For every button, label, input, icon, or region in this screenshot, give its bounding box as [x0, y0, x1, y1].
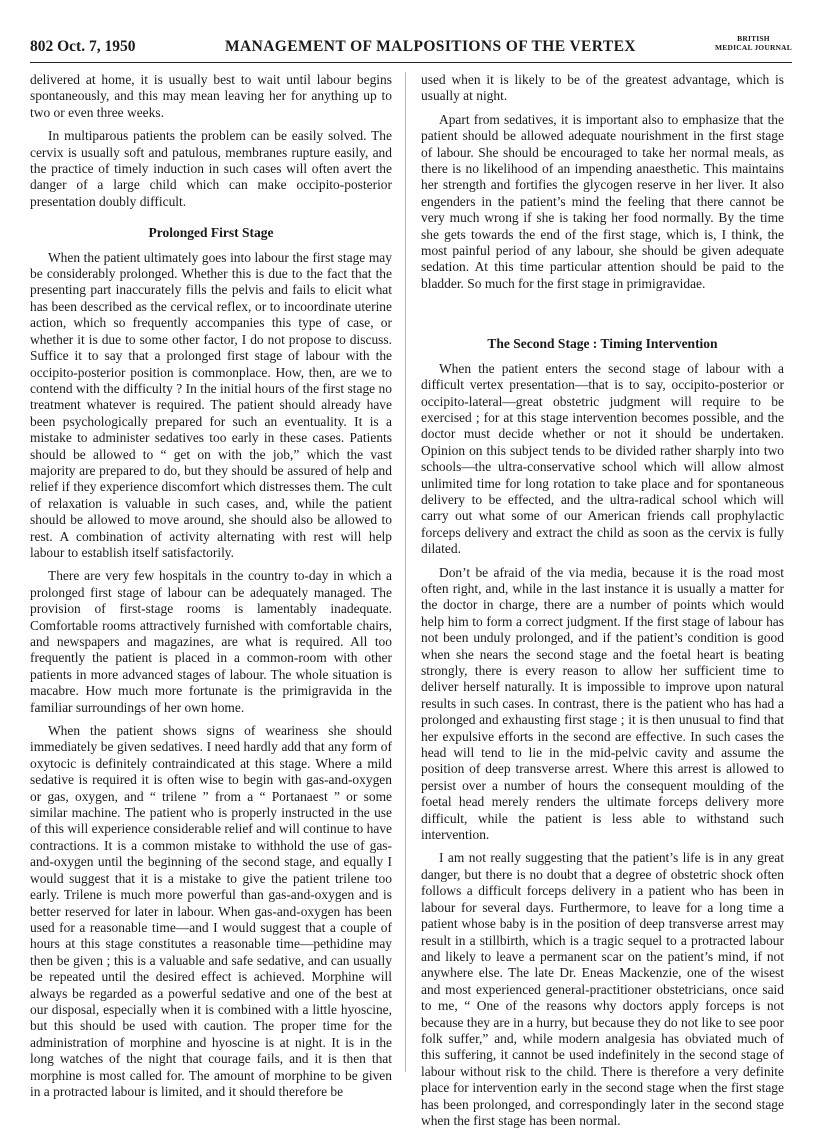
right-column [421, 72, 784, 1136]
paragraph: delivered at home, it is usually best to wait until labour begins spontaneously, and this may mean leaving her for anything up to two or even three weeks. [30, 72, 392, 120]
paragraph: I am not really suggesting that the patient’s life is in any great danger, but there is no doubt that a degree of obstetric shock often follows a difficult forceps delivery in a patient who has been in labour for several days. Furthermore, to leave for a long time a patient whose baby is in the position of deep transverse arrest may result in a stillbirth, which is a tragic sequel to a protracted labour and likely to leave a permanent scar on the patient’s mind, if not anywhere else. The late Dr. Eneas Mackenzie, one of the wisest and most experienced general-practitioner obstetricians, once said to me, “ One of the reasons why doctors apply forceps is not because they are in a hurry, but because they do not like to see poor folk suffer,” and, while modern analgesia has obviated much of this suffering, it cannot be used indefinitely in the second stage of labour without risk to the child. There is therefore a very definite place for intervention early in the second stage when the first stage has been prolonged, and correspondingly later in the second stage when the first stage has been normal. [421, 850, 784, 1128]
paragraph: Don’t be afraid of the via media, because it is the road most often right, and, while in the last instance it is usually a matter for the doctor in charge, there are a number of points which would help him to form a correct judgment. If the first stage of labour has not been unduly prolonged, and if the patient’s condition is good when she nears the second stage and the foetal heart is beating strongly, there is every reason to allow her sufficient time to deliver herself naturally. It is impossible to improve upon natural results in such cases. In contrast, there is the patient who has had a prolonged and exhausting first stage ; it is then unusual to find that her expulsive efforts in the second are effective. In such cases the head will tend to lie in the mid-pelvic cavity and assume the position of deep transverse arrest. Where this arrest is allowed to persist over a number of hours the consequent moulding of the foetal head merely renders the ultimate forceps delivery more difficult, while the patient is less able to withstand such intervention. [421, 564, 784, 843]
paragraph: When the patient ultimately goes into labour the first stage may be considerably prolonged. Whether this is due to the fact that the presenting part inaccurately fills the pelvis and fails to elicit what has been described as the cervical reflex, or to incoordinate uterine action, which so frequently accompanies this type of case, or whether it is due to some other factor, I do not propose to discuss. Suffice it to say that a prolonged first stage of labour with the occipito-posterior position is commonplace. How, then, are we to contend with the difficulty ? In the initial hours of the first stage no treatment whatever is required. The patient should already have been psychologically prepared for such an eventuality. It is a mistake to administer sedatives too early in these cases. Patients should be allowed to “ get on with the job,” which the vast majority are prepared to do, but they should be assured of help and relief if they experience discomfort which distresses them. The cult of relaxation is valuable in such cases, and, while the patient should be allowed to move around, she should also be allowed to rest. A combination of activity alternating with rest will help labour to establish itself satisfactorily. [30, 249, 392, 560]
paragraph: Apart from sedatives, it is important also to emphasize that the patient should be allowed adequate nourishment in the first stage of labour. She should be encouraged to take her normal meals, as there is no likelihood of an impending anaesthetic. This maintains her strength and fortifies the glycogen reserve in her liver. It also engenders in the patient’s mind the feeling that there cannot be very much wrong if she is taking her food normally. By the time she gets towards the end of the first stage, which is, I think, the most painful period of any labour, she should be given adequate sedation. At this time particular attention should be paid to the bladder. So much for the first stage in primigravidae. [421, 111, 784, 291]
section-spacer [421, 299, 784, 318]
running-title: MANAGEMENT OF MALPOSITIONS OF THE VERTEX [225, 38, 636, 55]
journal-name-line1: BRITISH [737, 34, 770, 43]
journal-name [715, 34, 792, 52]
paragraph: used when it is likely to be of the greatest advantage, which is usually at night. [421, 72, 784, 104]
column-divider [405, 72, 406, 1072]
paragraph: There are very few hospitals in the country to-day in which a prolonged first stage of labour can be adequately managed. The provision of first-stage rooms is lamentably inadequate. Comfortable rooms attractively furnished with comfortable chairs, and newspapers and magazines, are what is required. All too frequently the patient is placed in a common-room with other patients in more advanced stages of labour. The whole situation is macabre. How much more fortunate is the primigravida in the familiar surroundings of her own home. [30, 568, 392, 715]
paragraph: When the patient enters the second stage of labour with a difficult vertex presentation—that is to say, occipito-posterior or occipito-lateral—great obstetric judgment will require to be exercised ; for at this stage intervention becomes possible, and the doctor must decide whether or not it should be undertaken. Opinion on this subject tends to be divided rather sharply into two schools—the ultra-conservative school which will allow almost unlimited time for long rotation to take place and for spontaneous delivery to be effected, and the ultra-radical school which will carry out what some of our American friends call prophylactic forceps delivery and extract the child as soon as the cervix is fully dilated. [421, 360, 784, 557]
paragraph: In multiparous patients the problem can be easily solved. The cervix is usually soft and patulous, membranes rupture easily, and the practice of timely induction in such cases will often avert the danger of a large child which can make occipito-posterior presentation doubly difficult. [30, 128, 392, 209]
page-number-date: 802 Oct. 7, 1950 [30, 38, 136, 55]
left-column [30, 72, 392, 1107]
journal-name-line2: MEDICAL JOURNAL [715, 43, 792, 52]
header-rule [30, 62, 792, 63]
section-heading-prolonged-first-stage: Prolonged First Stage [148, 225, 274, 241]
section-heading-second-stage: The Second Stage : Timing Intervention [487, 336, 718, 352]
paragraph: When the patient shows signs of weariness she should immediately be given sedatives. I need hardly add that any form of oxytocic is definitely contraindicated at this stage. Where a mild sedative is required it is often wise to begin with gas-and-oxygen or gas, oxygen, and “ trilene ” from a “ Portanaest ” or some similar machine. The patient who is properly instructed in the use of this will experience considerable relief and will continue to have contractions. It is a common mistake to withhold the use of gas-and-oxygen until the beginning of the second stage, and equally I would suggest that it is a mistake to give the patient trilene too early. Trilene is much more powerful than gas-and-oxygen and is better reserved for later in labour. When gas-and-oxygen has been used for a reasonable time—and I would suggest that a couple of hours at this stage constitutes a reasonable time—pethidine may then be given ; this is a valuable and safe sedative, and can usually be repeated until the desired effect is achieved. Morphine will always be regarded as a powerful sedative and one of the best at our disposal, especially when it is combined with a little hyoscine, but this should be used with caution. The proper time for the administration of morphine and hyoscine is at night. It is in the long watches of the night that courage fails, and it is then that morphine is most called for. The amount of morphine to be given in a protracted labour is limited, and it should therefore be [30, 723, 392, 1099]
page-header [30, 36, 792, 64]
